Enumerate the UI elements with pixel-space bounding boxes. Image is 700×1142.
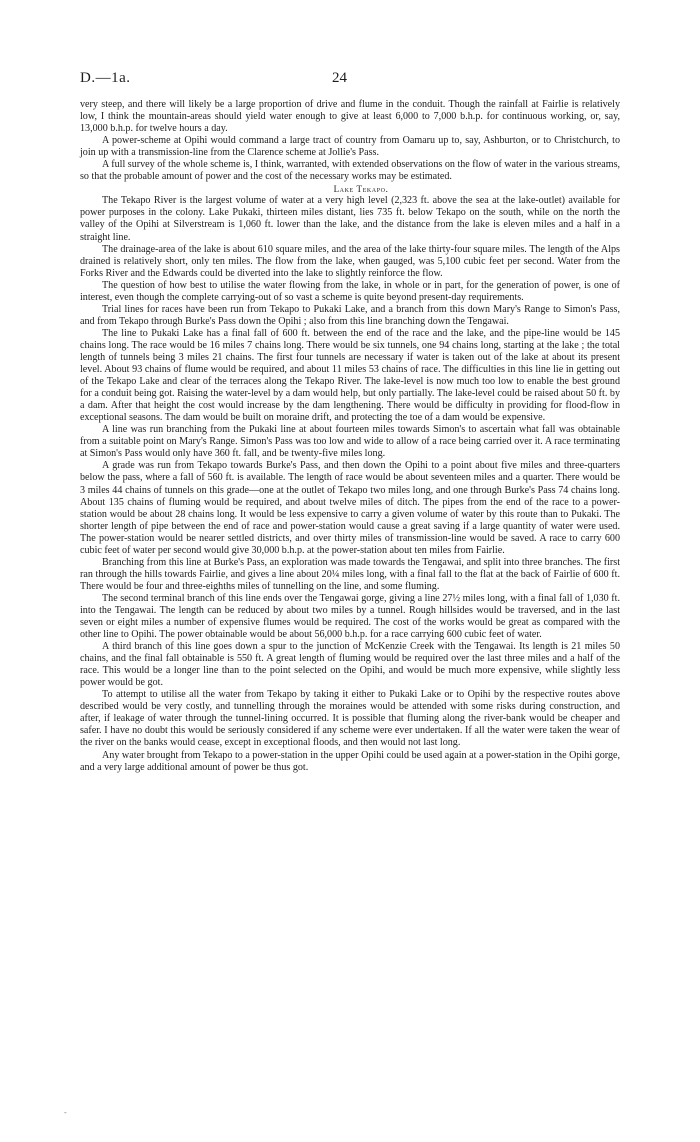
- paragraph: The line to Pukaki Lake has a final fall of 600 ft. between the end of the race and the lake, and the pipe-line would be 145 chains long. The race would be 16 miles 7 chains long. There would be six tunnels, one 94 chains long, starting at the lake ; the total length of tunnels being 3 miles 21 chains. The first four tunnels are necessary if water is taken out of the lake at about its present level. About 93 chains of flume would be required, and about 11 miles 53 chains of race. The difficulties in this line lie in getting out of the Tekapo Lake and clear of the terraces along the Tekapo River. The lake-level is now much too low to enable the best ground for a conduit being got. Raising the water-level by a dam would help, but only partially. The lake-level could be raised about 50 ft. by a dam. After that height the cost would increase by the dam lengthening. There would be difficulty in providing for flood-flow in exceptional seasons. The dam would be built on moraine drift, and protecting the toe of a dam would be expensive.: [80, 327, 620, 424]
- paragraph: A power-scheme at Opihi would command a large tract of country from Oamaru up to, say, Ashburton, or to Christchurch, to join up with a transmission-line from the Clarence scheme at Jollie's Pass.: [80, 135, 620, 159]
- paragraph: A grade was run from Tekapo towards Burke's Pass, and then down the Opihi to a point about five miles and three-quarters below the pass, where a fall of 560 ft. is available. The length of race would be about seventeen miles and a quarter. There would be 3 miles 44 chains of tunnels on this grade—one at the outlet of Tekapo two miles long, and one through Burke's Pass 74 chains long. About 135 chains of fluming would be required, and about twelve miles of ditch. The pipes from the end of the race to a power- station would be about 28 chains long. It would be less expensive to carry a given volume of water by this route than to Pukaki. The shorter length of pipe between the end of race and power-station would cause a great saving if a large quantity of water were used. The power-station would be nearer settled districts, and over thirty miles of transmission-line would be saved. A race to carry 600 cubic feet of water per second would give 30,000 b.h.p. at the power-station about ten miles from Fairlie.: [80, 460, 620, 556]
- page-number: 24: [332, 70, 347, 86]
- margin-mark: -: [64, 1108, 67, 1117]
- paragraph: The second terminal branch of this line ends over the Tengawai gorge, giving a line 27½ miles long, with a final fall of 1,030 ft. into the Tengawai. The length can be reduced by about two miles by a tunnel. Rough hillsides would be traversed, and in the last seven or eight miles a number of expensive flumes would be required. The cost of the works would be great as compared with the other line to Opihi. The power obtainable would be about 56,000 b.h.p. for a race carrying 600 cubic feet of water.: [80, 592, 620, 641]
- paragraph: Branching from this line at Burke's Pass, an exploration was made towards the Tengawai, and split into three branches. The first ran through the hills towards Fairlie, and gives a line about 20¼ miles long, with a final fall to the flat at the back of Fairlie of 600 ft. There would be four and three-eighths miles of tunnelling on the line, and some fluming.: [80, 556, 620, 592]
- body-text: [80, 99, 620, 774]
- paragraph: The question of how best to utilise the water flowing from the lake, in whole or in part, for the generation of power, is one of interest, even though the complete carrying-out of so vast a scheme is quite beyond present-day requirements.: [80, 279, 620, 303]
- paragraph: A third branch of this line goes down a spur to the junction of McKenzie Creek with the Tengawai. Its length is 21 miles 50 chains, and the final fall obtainable is 550 ft. A great length of fluming would be required over the last three miles and a half of the race. This would be a longer line than to the point selected on the Opihi, and would be much more expensive, while slightly less power would be got.: [80, 641, 620, 689]
- paragraph: very steep, and there will likely be a large proportion of drive and flume in the conduit. Though the rainfall at Fairlie is relatively low, I think the mountain-areas should yield water enough to give at least 6,000 to 7,000 b.h.p. for continuous working, or, say, 13,000 b.h.p. for twelve hours a day.: [80, 99, 620, 135]
- section-heading: Lake Tekapo.: [333, 184, 389, 195]
- document-reference: D.—1a.: [80, 70, 131, 86]
- paragraph: A line was run branching from the Pukaki line at about fourteen miles towards Simon's to ascertain what fall was obtainable from a suitable point on Mary's Range. Simon's Pass was too low and wide to allow of a race being carried over it. A race terminating at Simon's Pass would only have 360 ft. fall, and be twenty-five miles long.: [80, 424, 620, 460]
- paragraph: The Tekapo River is the largest volume of water at a very high level (2,323 ft. above the sea at the lake-outlet) available for power purposes in the colony. Lake Pukaki, thirteen miles distant, lies 735 ft. below Tekapo on the south, while on the north the valley of the Opihi at Silverstream is 1,060 ft. lower than the lake, and the distance from the lake is eleven miles and a half in a straight line.: [80, 195, 620, 243]
- paragraph: A full survey of the whole scheme is, I think, warranted, with extended observations on the flow of water in the various streams, so that the probable amount of power and the cost of the necessary works may be estimated.: [80, 159, 621, 183]
- paragraph: To attempt to utilise all the water from Tekapo by taking it either to Pukaki Lake or to Opihi by the respective routes above described would be very costly, and tunnelling through the moraines would be attended with some risks during construction, and after, if leakage of water through the tunnel-lining occurred. It is possible that fluming along the river-bank would be cheaper and safer. I have no doubt this would be seriously considered if any scheme were ever undertaken. If all the water were taken the wear of the river on the banks would cease, except in exceptional floods, and then would not last long.: [80, 689, 620, 749]
- page-header: [80, 70, 620, 90]
- paragraph: Trial lines for races have been run from Tekapo to Pukaki Lake, and a branch from this down Mary's Range to Simon's Pass, and from Tekapo through Burke's Pass down the Opihi ; also from this line branching down the Tengawai.: [80, 303, 620, 327]
- paragraph: The drainage-area of the lake is about 610 square miles, and the area of the lake thirty-four square miles. The length of the Alps drained is relatively short, only ten miles. The flow from the lake, when gauged, was 5,100 cubic feet per second. Water from the Forks River and the Edwards could be diverted into the lake to slightly reinforce the flow.: [80, 243, 620, 279]
- paragraph: Any water brought from Tekapo to a power-station in the upper Opihi could be used again at a power-station in the Opihi gorge, and a very large additional amount of power be thus got.: [80, 749, 620, 773]
